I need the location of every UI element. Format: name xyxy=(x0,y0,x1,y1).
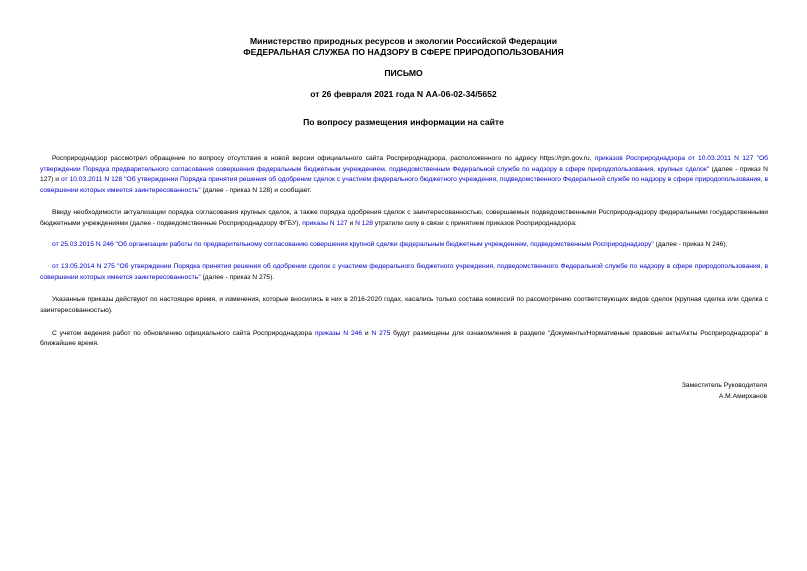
signature-block xyxy=(682,381,767,402)
link-orders-128[interactable]: N 128 xyxy=(355,219,373,227)
link-order-246[interactable]: от 25.03.2015 N 246 "Об организации работы по предварительному согласованию совершения крупной сделки федеральным бюджетным учреждением, подведомственным Росприроднадзору" xyxy=(52,240,654,248)
link-order-128[interactable]: от 10.03.2011 N 128 "Об утверждении Порядка принятия решения об одобрении сделок с участием федерального бюджетного учреждения, подведомственного Федеральной службе по надзору в сфере природопользования, в совершении которых имеется заинтересованность" xyxy=(40,176,768,194)
signatory-name: А.М.Амирханов xyxy=(718,392,767,400)
paragraph-4: от 13.05.2014 N 275 "Об утверждении Порядка принятия решения об одобрении сделок с участием федерального бюджетного учреждения, подведомственного Федеральной службе по надзору в сфере природопользования, в совершении которых имеется заинтересованность" (далее - приказ N 275). xyxy=(40,263,768,281)
link-orders-275[interactable]: N 275 xyxy=(371,329,391,337)
service-name: ФЕДЕРАЛЬНАЯ СЛУЖБА ПО НАДЗОРУ В СФЕРЕ ПРИРОДОПОЛЬЗОВАНИЯ xyxy=(243,46,564,57)
document-subject: По вопросу размещения информации на сайте xyxy=(303,117,504,127)
signatory-position: Заместитель Руководителя xyxy=(681,382,767,389)
paragraph-5: Указанные приказы действуют по настоящее время, и изменения, которые вносились в них в 2016-2020 годах, касались только состава комиссий по рассмотрению соответствующих видов сделок (крупная сделка или сделка с заинтересованностью). xyxy=(40,296,768,314)
ministry-name: Министерство природных ресурсов и экологии Российской Федерации xyxy=(250,36,557,46)
document-body xyxy=(40,154,768,362)
link-order-127[interactable]: приказов Росприроднадзора от 10.03.2011 N 127 "Об утверждении Порядка предварительного согласования совершения федеральным бюджетным учреждением, подведомственным Федеральной службе по надзору в сфере природопользования, крупных сделок" xyxy=(40,155,768,173)
paragraph-3: от 25.03.2015 N 246 "Об организации работы по предварительному согласованию совершения крупной сделки федеральным бюджетным учреждением, подведомственным Росприроднадзору" (далее - приказ N 246); xyxy=(52,240,728,248)
link-order-275[interactable]: от 13.05.2014 N 275 "Об утверждении Порядка принятия решения об одобрении сделок с участием федерального бюджетного учреждения, подведомственного Федеральной службе по надзору в сфере природопользования, в совершении которых имеется заинтересованность" xyxy=(40,263,768,281)
paragraph-1: Росприроднадзор рассмотрел обращение по вопросу отсутствия в новой версии официального сайта Росприроднадзора, расположенного по адресу https://rpn.gov.ru, приказов Росприроднадзора от 10.03.2011 N 127 "Об утверждении Порядка предварительного согласования совершения федеральным бюджетным учреждением, подведомственным Федеральной службе по надзору в сфере природопользования, крупных сделок" (далее - приказ N 127) и от 10.03.2011 N 128 "Об утверждении Порядка принятия решения об одобрении сделок с участием федерального бюджетного учреждения, подведомственного Федеральной службе по надзору в сфере природопользования, в совершении которых имеется заинтересованность" (далее - приказ N 128) и сообщает. xyxy=(40,155,768,194)
paragraph-2: Ввиду необходимости актуализации порядка согласования крупных сделок, а также порядка одобрения сделок с заинтересованностью, совершаемых подведомственными Росприроднадзору федеральными государственными бюджетными учреждениями (далее - подведомственные Росприроднадзору ФГБУ), приказы N 127 и N 128 утратили силу в связи с принятием приказов Росприроднадзора: xyxy=(40,209,768,227)
link-orders-246[interactable]: приказы N 246 xyxy=(314,329,363,337)
paragraph-6: С учетом ведения работ по обновлению официального сайта Росприроднадзора приказы N 246 и N 275 будут размещены для ознакомления в разделе "Документы/Нормативные правовые акты/Акты Росприроднадзора" в ближайшее время. xyxy=(40,329,768,348)
document-type: ПИСЬМО xyxy=(384,68,423,78)
document-header xyxy=(0,36,807,57)
document-date-number: от 26 февраля 2021 года N АА-06-02-34/5652 xyxy=(310,89,497,99)
link-orders-127[interactable]: приказы N 127 xyxy=(302,219,348,227)
